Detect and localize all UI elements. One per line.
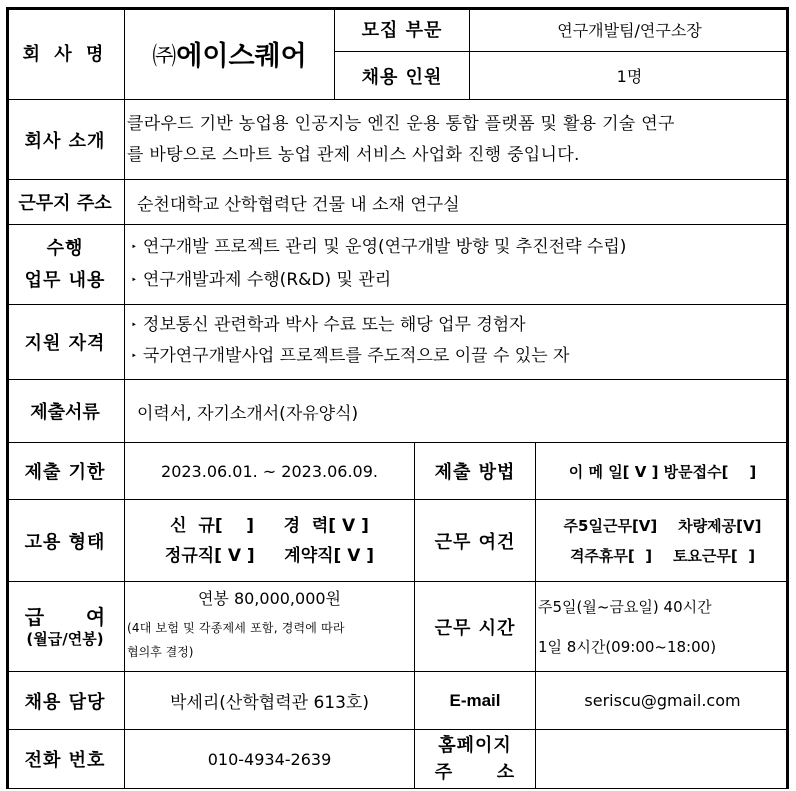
employment-type-value bbox=[125, 500, 415, 582]
qualifications-value bbox=[125, 305, 789, 380]
headcount-label-text: 채용 인원 bbox=[361, 66, 443, 88]
qualification-item bbox=[131, 311, 526, 342]
bullet-icon: ‣ bbox=[131, 320, 137, 331]
work-conditions-value bbox=[536, 500, 789, 582]
recruit-dept-label-text: 모집 부문 bbox=[361, 20, 443, 41]
qualification-item bbox=[131, 342, 569, 373]
email-label bbox=[415, 672, 536, 730]
qualifications-label bbox=[6, 305, 125, 380]
salary-note-line-1: (4대 보험 및 각종제세 포함, 경력에 따라 bbox=[127, 621, 345, 635]
salary-note-line-2: 협의후 결정) bbox=[127, 645, 194, 659]
qualifications-label-text: 지원 자격 bbox=[24, 333, 106, 354]
work-conditions-line-1: 주5일근무[V] 차량제공[V] bbox=[563, 516, 762, 535]
phone-value-text: 010-4934-2639 bbox=[207, 749, 332, 769]
submit-method-value bbox=[536, 443, 789, 500]
qualification-item-text: 국가연구개발사업 프로젝트를 주도적으로 이끌 수 있는 자 bbox=[142, 346, 570, 366]
intro-value bbox=[125, 100, 789, 180]
headcount-value-text: 1명 bbox=[616, 67, 643, 86]
duties-label-line-1: 수행 bbox=[46, 237, 84, 259]
address-value bbox=[125, 180, 789, 225]
duty-item bbox=[131, 265, 391, 298]
company-name-text: 에이스퀘어 bbox=[176, 40, 307, 72]
employment-type-label bbox=[6, 500, 125, 582]
homepage-value bbox=[536, 730, 789, 789]
hr-contact-value-text: 박세리(산학협력관 613호) bbox=[170, 693, 369, 713]
bullet-icon: ‣ bbox=[131, 274, 137, 286]
headcount-label bbox=[335, 52, 470, 100]
hr-contact-value bbox=[125, 672, 415, 730]
work-conditions-label-text: 근무 여건 bbox=[434, 531, 516, 553]
duty-item-text: 연구개발과제 수행(R&D) 및 관리 bbox=[142, 269, 392, 290]
email-link[interactable]: seriscu@gmail.com bbox=[584, 691, 741, 710]
salary-value bbox=[125, 582, 415, 672]
employment-type-line-2: 정규직[ V ] 계약직[ V ] bbox=[164, 545, 375, 566]
recruit-dept-value-text: 연구개발팀/연구소장 bbox=[557, 20, 702, 40]
documents-value-text: 이력서, 자기소개서(자유양식) bbox=[137, 403, 359, 424]
work-hours-label bbox=[415, 582, 536, 672]
intro-line-1: 클라우드 기반 농업용 인공지능 엔진 운용 통합 플랫폼 및 활용 기술 연구 bbox=[127, 113, 675, 134]
job-posting-table bbox=[6, 7, 789, 789]
company-name-label bbox=[6, 7, 125, 100]
address-label bbox=[6, 180, 125, 225]
headcount-value bbox=[470, 52, 789, 100]
homepage-label-line-2: 주 소 bbox=[434, 762, 516, 783]
email-value[interactable] bbox=[536, 672, 789, 730]
deadline-label bbox=[6, 443, 125, 500]
intro-label bbox=[6, 100, 125, 180]
deadline-value-text: 2023.06.01. ~ 2023.06.09. bbox=[161, 461, 378, 481]
phone-label bbox=[6, 730, 125, 789]
work-conditions-label bbox=[415, 500, 536, 582]
deadline-label-text: 제출 기한 bbox=[24, 462, 106, 483]
work-hours-label-text: 근무 시간 bbox=[434, 617, 516, 639]
address-label-text: 근무지 주소 bbox=[18, 193, 112, 214]
submit-method-label bbox=[415, 443, 536, 500]
bullet-icon: ‣ bbox=[131, 241, 137, 253]
documents-label bbox=[6, 380, 125, 443]
hr-contact-label-text: 채용 담당 bbox=[24, 691, 106, 713]
deadline-value bbox=[125, 443, 415, 500]
recruit-dept-value bbox=[470, 7, 789, 52]
work-hours-line-2: 1일 8시간(09:00~18:00) bbox=[538, 637, 717, 656]
company-name-label-text: 회 사 명 bbox=[22, 44, 108, 65]
phone-label-text: 전화 번호 bbox=[24, 750, 106, 771]
salary-label-line-1: 급 여 bbox=[24, 604, 106, 629]
salary-label bbox=[6, 582, 125, 672]
hr-contact-label bbox=[6, 672, 125, 730]
work-conditions-line-2: 격주휴무[ ] 토요근무[ ] bbox=[569, 546, 756, 565]
address-value-text: 순천대학교 산학협력단 건물 내 소재 연구실 bbox=[137, 194, 460, 215]
submit-method-value-text: 이 메 일[ V ] 방문접수[ ] bbox=[568, 462, 757, 481]
recruit-dept-label bbox=[335, 7, 470, 52]
work-hours-value bbox=[536, 582, 789, 672]
duties-label bbox=[6, 225, 125, 305]
company-name-value bbox=[125, 7, 335, 100]
submit-method-label-text: 제출 방법 bbox=[434, 462, 516, 483]
intro-label-text: 회사 소개 bbox=[24, 130, 106, 152]
corporation-mark: ㈜ bbox=[152, 41, 177, 70]
intro-line-2: 를 바탕으로 스마트 농업 관제 서비스 사업화 진행 중입니다. bbox=[127, 144, 580, 165]
homepage-label bbox=[415, 730, 536, 789]
documents-label-text: 제출서류 bbox=[30, 402, 100, 423]
work-hours-line-1: 주5일(월~금요일) 40시간 bbox=[538, 597, 712, 616]
phone-value bbox=[125, 730, 415, 789]
employment-type-label-text: 고용 형태 bbox=[24, 531, 106, 553]
duty-item-text: 연구개발 프로젝트 관리 및 운영(연구개발 방향 및 추진전략 수립) bbox=[142, 236, 627, 257]
duties-value bbox=[125, 225, 789, 305]
homepage-label-line-1: 홈페이지 bbox=[438, 735, 512, 756]
salary-amount: 연봉 80,000,000원 bbox=[197, 589, 342, 608]
documents-value bbox=[125, 380, 789, 443]
duty-item bbox=[131, 232, 626, 265]
email-label-text: E-mail bbox=[449, 690, 501, 710]
duties-label-line-2: 업무 내용 bbox=[24, 269, 106, 291]
qualification-item-text: 정보통신 관련학과 박사 수료 또는 해당 업무 경험자 bbox=[142, 315, 526, 335]
salary-label-line-2: (월급/연봉) bbox=[26, 629, 104, 648]
employment-type-line-1: 신 규[ ] 경 력[ V ] bbox=[170, 515, 369, 536]
bullet-icon: ‣ bbox=[131, 351, 137, 362]
